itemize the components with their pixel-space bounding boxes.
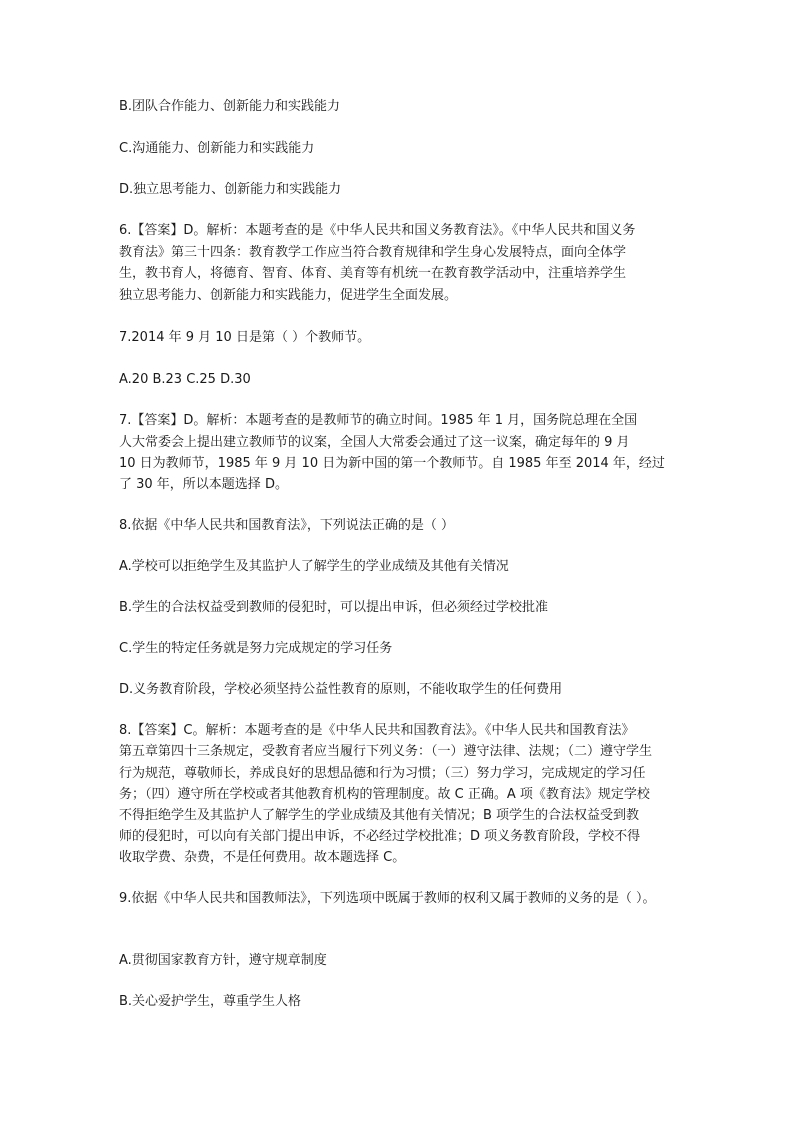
- question-9-stem: 9.依据《中华人民共和国教师法》，下列选项中既属于教师的权利又属于教师的义务的是（ ）。: [119, 891, 656, 906]
- answer-7-line-4: 了 30 年，所以本题选择 D。: [119, 477, 288, 492]
- question-8-option-a: A.学校可以拒绝学生及其监护人了解学生的学业成绩及其他有关情况: [119, 559, 509, 574]
- question-9-option-a: A.贯彻国家教育方针，遵守规章制度: [119, 953, 327, 968]
- answer-8-line-7: 收取学费、杂费，不是任何费用。故本题选择 C。: [119, 850, 406, 865]
- answer-6-line-4: 独立思考能力、创新能力和实践能力，促进学生全面发展。: [119, 288, 458, 303]
- answer-7-line-1: 7.【答案】D。解析：本题考查的是教师节的确立时间。1985 年 1 月，国务院总理在全国: [119, 413, 638, 428]
- answer-8-line-3: 行为规范，尊敬师长，养成良好的思想品德和行为习惯；（三）努力学习，完成规定的学习任: [119, 766, 646, 781]
- question-7-stem: 7.2014 年 9 月 10 日是第（ ）个教师节。: [119, 330, 371, 345]
- question-8-option-c: C.学生的特定任务就是努力完成规定的学习任务: [119, 641, 393, 656]
- q5-option-d: D.独立思考能力、创新能力和实践能力: [119, 182, 342, 197]
- question-9-option-b: B.关心爱护学生，尊重学生人格: [119, 994, 302, 1009]
- q5-option-c: C.沟通能力、创新能力和实践能力: [119, 141, 315, 156]
- answer-7-line-3: 10 日为教师节，1985 年 9 月 10 日为新中国的第一个教师节。自 1985 年至 2014 年，经过: [119, 456, 665, 471]
- q5-option-b: B.团队合作能力、创新能力和实践能力: [119, 99, 341, 114]
- answer-6-line-2: 教育法》第三十四条：教育教学工作应当符合教育规律和学生身心发展特点，面向全体学: [119, 245, 627, 260]
- answer-8-line-4: 务；（四）遵守所在学校或者其他教育机构的管理制度。故 C 正确。A 项《教育法》规定学校: [119, 787, 650, 802]
- answer-8-line-2: 第五章第四十三条规定，受教育者应当履行下列义务：（一）遵守法律、法规；（二）遵守学生: [119, 744, 653, 759]
- question-8-option-d: D.义务教育阶段，学校必须坚持公益性教育的原则，不能收取学生的任何费用: [119, 682, 563, 697]
- question-8-option-b: B.学生的合法权益受到教师的侵犯时，可以提出申诉，但必须经过学校批准: [119, 600, 549, 615]
- answer-8-line-1: 8.【答案】C。解析：本题考查的是《中华人民共和国教育法》。《中华人民共和国教育法》: [119, 723, 635, 738]
- answer-6-line-3: 生，教书育人，将德育、智育、体育、美育等有机统一在教育教学活动中，注重培养学生: [119, 266, 627, 281]
- question-7-options: A.20 B.23 C.25 D.30: [119, 372, 251, 387]
- answer-6-line-1: 6.【答案】D。解析：本题考查的是《中华人民共和国义务教育法》。《中华人民共和国义务: [119, 223, 636, 238]
- answer-8-line-6: 师的侵犯时，可以向有关部门提出申诉，不必经过学校批准；D 项义务教育阶段，学校不得: [119, 829, 641, 844]
- question-8-stem: 8.依据《中华人民共和国教育法》，下列说法正确的是（ ）: [119, 518, 455, 533]
- answer-7-line-2: 人大常委会上提出建立教师节的议案，全国人大常委会通过了这一议案，确定每年的 9 月: [119, 435, 630, 450]
- answer-8-line-5: 不得拒绝学生及其监护人了解学生的学业成绩及其他有关情况；B 项学生的合法权益受到教: [119, 808, 640, 823]
